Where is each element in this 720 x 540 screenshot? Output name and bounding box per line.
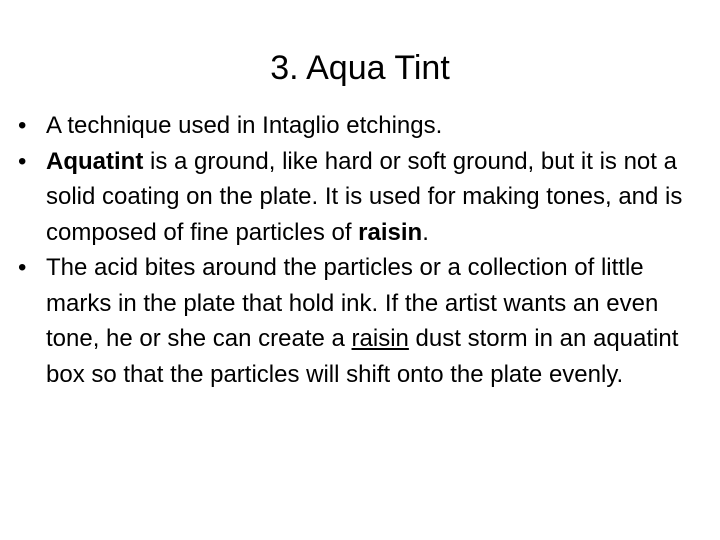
bullet-item [18, 144, 698, 251]
bullet-text: A technique used in Intaglio etchings. [46, 112, 443, 139]
underlined-raisin: raisin [351, 325, 409, 352]
term-raisin: raisin [358, 218, 423, 246]
bullet-dot-icon: • [18, 254, 27, 281]
bullet-text: is a ground, like hard or soft ground, but it is not a solid coating on the plate. It is used for making tones, and is composed of fine particles of [46, 147, 683, 246]
term-aquatint: Aquatint [46, 147, 144, 175]
bullet-list [18, 108, 698, 392]
bullet-text-end: . [422, 218, 429, 246]
slide-title: 3. Aqua Tint [270, 49, 450, 87]
bullet-dot-icon: • [18, 147, 27, 175]
bullet-text: The acid bites around the particles or a collection of little marks in the plate that hold ink. If the artist wants an even tone, he or she can create a [46, 254, 659, 352]
bullet-item [18, 108, 698, 144]
bullet-dot-icon: • [18, 112, 27, 139]
bullet-text-end: dust storm in an aquatint box so that the particles will shift onto the plate evenly. [46, 325, 679, 388]
bullet-item [18, 250, 698, 392]
